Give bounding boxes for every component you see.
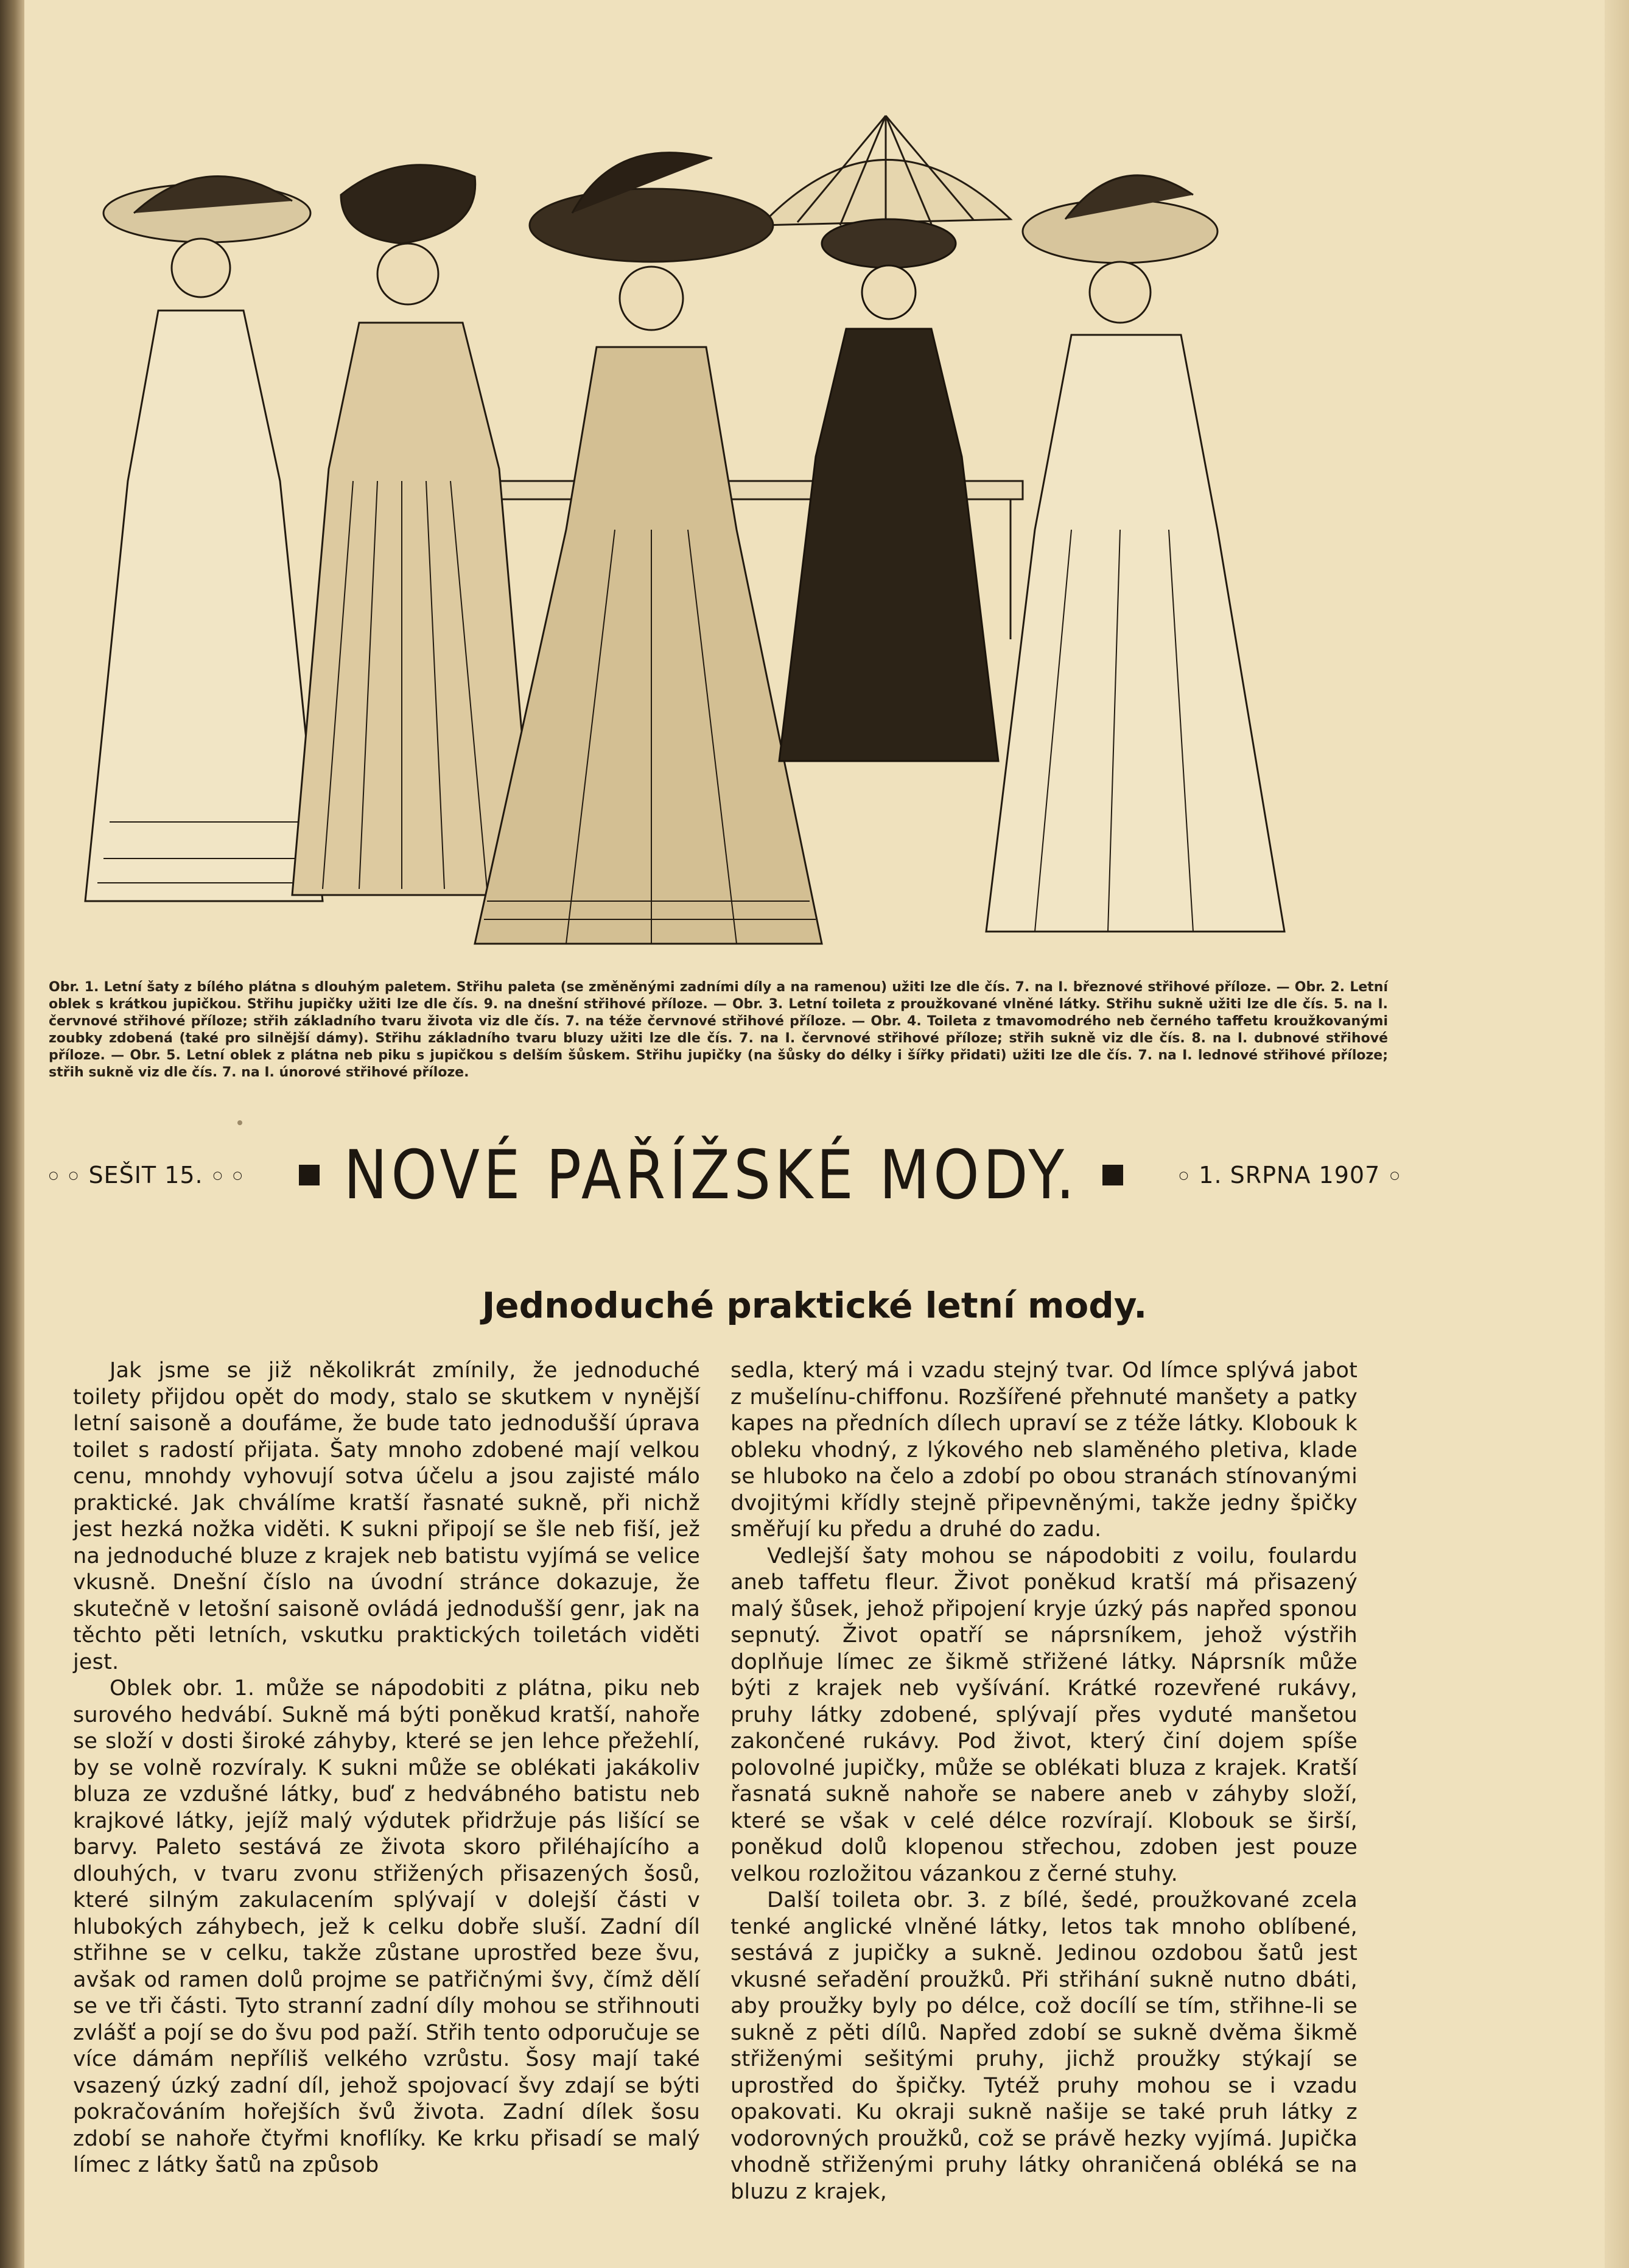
figure-3 (475, 153, 822, 944)
figure-4 (779, 219, 998, 761)
square-ornament-icon (299, 1165, 320, 1185)
issue-date (1179, 1162, 1400, 1188)
page-edge (1605, 0, 1629, 2268)
figure-1 (85, 177, 323, 902)
dot-icon: ○ (49, 1168, 59, 1182)
paragraph: Další toileta obr. 3. z bílé, šedé, proužkované zcela tenké anglické vlněné látky, letos tak mnoho oblíbené, sestává z jupičky a sukně. Jedinou ozdobou šatů jest vkusné seřadění proužků. Při střihání sukně nutno dbáti, aby proužky byly po délce, což docílí se tím, střihne-li se sukně z pěti dílů. Napřed zdobí se sukně dvěma šikmě střiženými sešitými pruhy, jichž proužky stýkají se uprostřed do špičky. Tytéž pruhy mohou se i vzadu opakovati. Ku okraji sukně našije se také pruh látky z vodorovných proužků, což se právě hezky vyjímá. Jupička vhodně střiženými pruhy látky ohraničená obléká se na bluzu z krajek, (730, 1888, 1358, 2204)
figure-5 (986, 175, 1284, 932)
masthead (299, 1136, 1124, 1215)
article-column-right (730, 1358, 1358, 2205)
paragraph: sedla, který má i vzadu stejný tvar. Od límce splývá jabot z mušelínu-chiffonu. Rozšířené přehnuté manšety a patky kapes na předních dílech upraví se z téže látky. Klobouk k obleku vhodný, z lýkového neb slaměného pletiva, klade se hluboko na čelo a zdobí po obou stranách stínovanými dvojitými křídly stejně připevněnými, takže jedny špičky směřují ku předu a druhé do zadu. (730, 1358, 1358, 1542)
issue-number (49, 1162, 243, 1188)
paragraph: Oblek obr. 1. může se nápodobiti z plátna, piku neb surového hedvábí. Sukně má býti poněkud kratší, nahoře se složí v dosti široké záhyby, které se jen lehce přežehlí, by se volně rozvíraly. K sukni může se oblékati jakákoliv bluza ze vzdušné látky, buď z hedvábného batistu neb krajkové látky, jejíž malý výdutek přidržuje pás lišící se barvy. Paleto sestává ze života skoro přiléhajícího a dlouhých, v tvaru zvonu střižených přisazených šosů, které silným zakulacením splývají v dolejší části v hlubokých záhybech, jež k celku dobře sluší. Zadní díl střihne se v celku, takže zůstane uprostřed beze švu, avšak od ramen dolů projme se patřičnými švy, čímž dělí se ve tři části. Tyto stranní zadní díly mohou se střihnouti zvlášť a pojí se do švu pod paží. Střih tento odporučuje se více dámám nepříliš velkého vzrůstu. Šosy mají také vsazený úzký zadní díl, jehož spojovací švy zdají se býti pokračováním hořejších švů života. Zadní dílek šosu zdobí se nahoře čtyřmi knoflíky. Ke krku přisadí se malý límec z látky šatů na způsob (73, 1676, 700, 2177)
binding-edge (0, 0, 24, 2268)
article-title: Jednoduché praktické letní mody. (482, 1285, 1147, 1326)
dot-icon: ○ (1179, 1168, 1189, 1182)
dot-icon: ○ (233, 1168, 243, 1182)
square-ornament-icon (1102, 1165, 1123, 1185)
dot-icon: ○ (1390, 1168, 1400, 1182)
issue-label: SEŠIT 15. (88, 1162, 203, 1188)
magazine-title: NOVÉ PAŘÍŽSKÉ MODY. (343, 1136, 1079, 1215)
figure-caption: Obr. 1. Letní šaty z bílého plátna s dlouhým paletem. Střihu paleta (se změněnými zadními díly a na ramenou) užiti lze dle čís. 7. na I. březnové střihové příloze. — Obr. 2. Letní oblek s krátkou jupičkou. Střihu jupičky užiti lze dle čís. 9. na dnešní střihové příloze. — Obr. 3. Letní toileta z proužkované vlněné látky. Střihu sukně užiti lze dle čís. 5. na I. červnové střihové příloze; střih základního tvaru života viz dle čís. 7. na téže červnové střihové příloze. — Obr. 4. Toileta z tmavomodrého neb černého taffetu kroužkovanými zoubky zdobená (také pro silnější dámy). Střihu základního tvaru bluzy užiti lze dle čís. 7. na I. červnové střihové příloze; střih sukně viz dle čís. 8. na I. dubnové střihové příloze. — Obr. 5. Letní oblek z plátna neb piku s jupičkou s delším šůskem. Střihu jupičky (na šůsky do délky i šířky přidati) užiti lze dle čís. 7. na I. lednové střihové příloze; střih sukně viz dle čís. 7. na I. únorové střihové příloze. (49, 980, 1388, 1080)
dot-icon: ○ (68, 1168, 79, 1182)
paragraph: Jak jsme se již několikrát zmínily, že jednoduché toilety přijdou opět do mody, stalo se skutkem v nynější letní saisoně a doufáme, že bude tato jednodušší úprava toilet s radostí přijata. Šaty mnoho zdobené mají velkou cenu, mnohdy vyhovují sotva účelu a jsou zajisté málo praktické. Jak chválíme kratší řasnaté sukně, při nichž jest hezká nožka viděti. K sukni připojí se šle neb fiší, jež na jednoduché bluze z krajek neb batistu vyjímá se velice vkusně. Dnešní číslo na úvodní stránce dokazuje, že skutečně v letošní saisoně ovládá jednodušší genr, jak na těchto pěti letních, vskutku praktických toiletách viděti jest. (73, 1358, 700, 1674)
article-column-left (73, 1358, 700, 2179)
fashion-illustration (37, 91, 1400, 968)
paragraph: Vedlejší šaty mohou se nápodobiti z voilu, foulardu aneb taffetu fleur. Život poněkud kratší má přisazený malý šůsek, jehož připojení kryje úzký pás napřed sponou sepnutý. Život opatří se náprsníkem, jehož výstřih doplňuje límec ze šikmě střižené látky. Náprsník může býti z krajek neb vyšívání. Krátké rozevřené rukávy, pruhy látky zdobené, splývají přes vyduté manšetou zakončené rukávy. Pod život, který činí dojem spíše polovolné jupičky, může se oblékati bluza z krajek. Kratší řasnatá sukně nahoře se nabere aneb v záhyby složí, které se však v celé délce rozvírají. Klobouk se širší, poněkud dolů klopenou střechou, zdoben jest pouze velkou rozložitou vázankou z černé stuhy. (730, 1543, 1358, 1886)
masthead-bar (49, 1136, 1400, 1215)
dot-icon: ○ (212, 1168, 223, 1182)
date-label: 1. SRPNA 1907 (1199, 1162, 1381, 1188)
figure-2 (292, 165, 536, 895)
print-speck (237, 1120, 242, 1125)
